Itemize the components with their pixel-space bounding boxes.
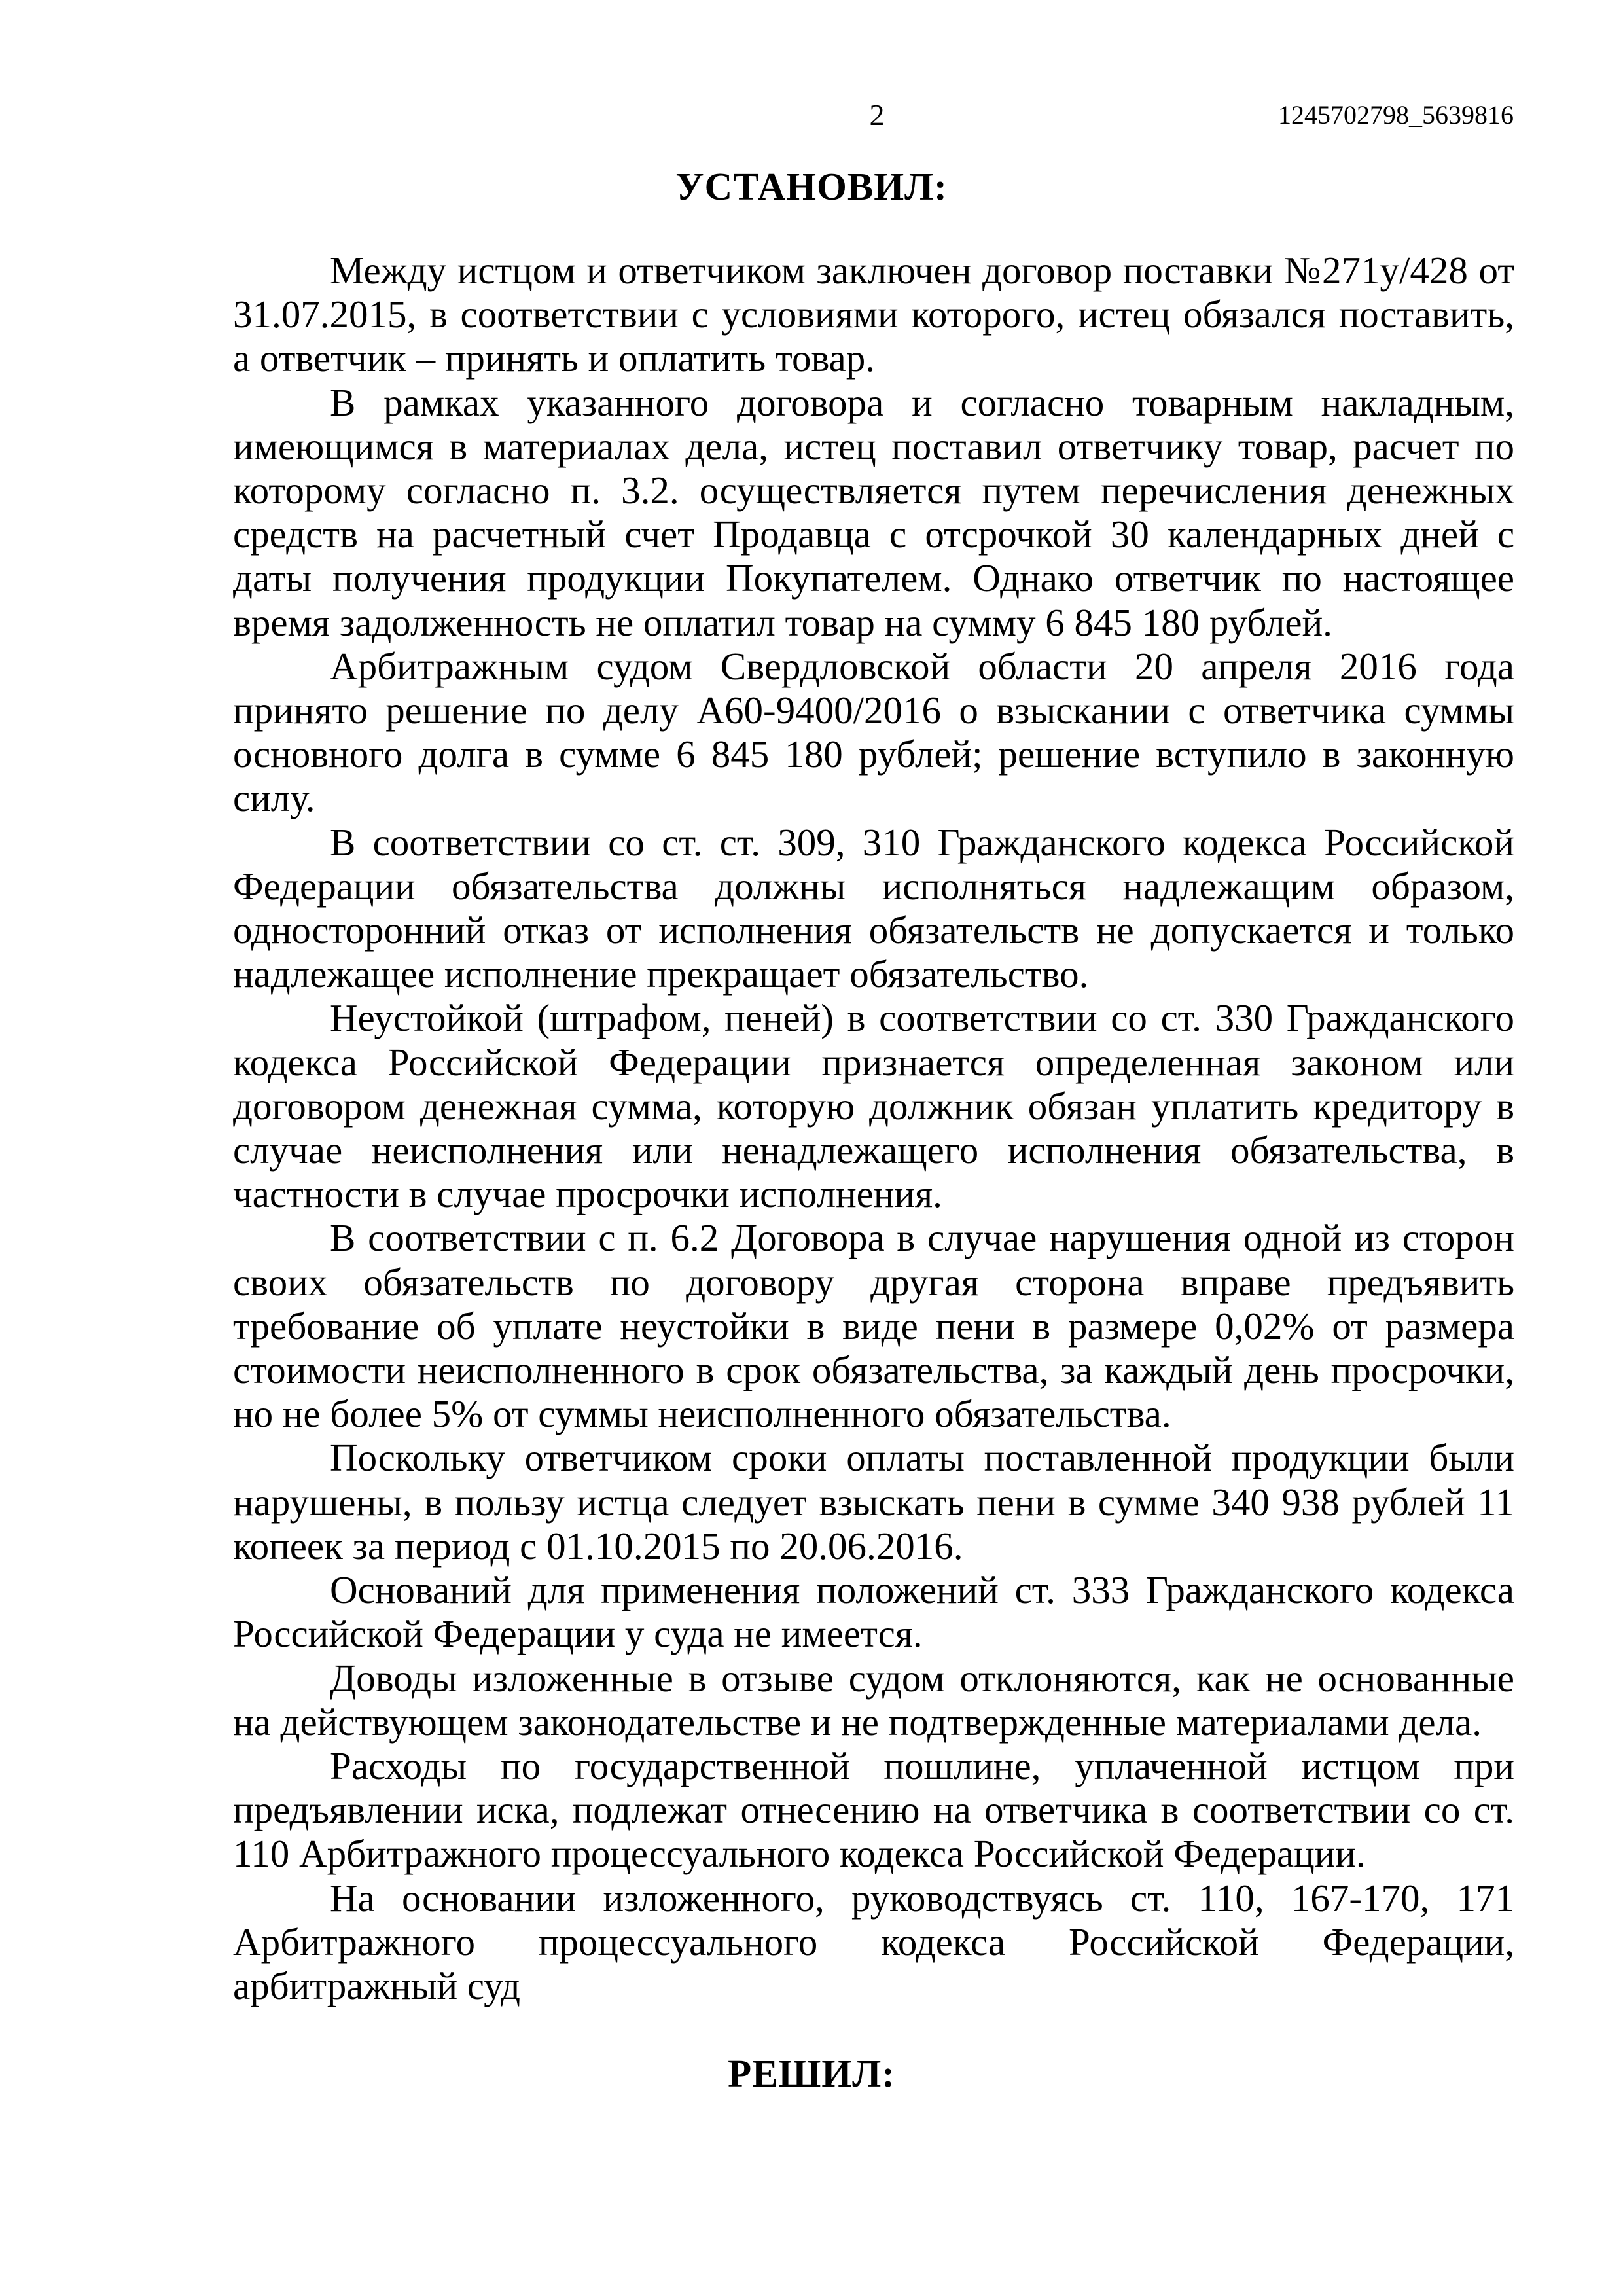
paragraph-obligations: В соответствии со ст. ст. 309, 310 Гражданского кодекса Российской Федерации обязательства должны исполняться надлежащим образом, односторонний отказ от исполнения обязательств не допускается и только надлежащее исполнение прекращает обязательство.	[233, 820, 1514, 996]
heading-decided: РЕШИЛ:	[728, 2052, 895, 2095]
paragraph-contract: Между истцом и ответчиком заключен договор поставки №271у/428 от 31.07.2015, в соответствии с условиями которого, истец обязался поставить, а ответчик – принять и оплатить товар.	[233, 249, 1514, 380]
paragraph-penalty-definition: Неустойкой (штрафом, пеней) в соответствии со ст. 330 Гражданского кодекса Российской Федерации признается определенная законом или договором денежная сумма, которую должник обязан уплатить кредитору в случае неисполнения или ненадлежащего исполнения обязательства, в частности в случае просрочки исполнения.	[233, 996, 1514, 1216]
paragraph-contract-penalty: В соответствии с п. 6.2 Договора в случае нарушения одной из сторон своих обязательств по договору другая сторона вправе предъявить требование об уплате неустойки в виде пени в размере 0,02% от размера стоимости неисполненного в срок обязательства, за каждый день просрочки, но не более 5% от суммы неисполненного обязательства.	[233, 1216, 1514, 1436]
heading-established: УСТАНОВИЛ:	[675, 165, 948, 208]
document-id: 1245702798_5639816	[1278, 100, 1514, 130]
paragraph-court-fees: Расходы по государственной пошлине, уплаченной истцом при предъявлении иска, подлежат отнесению на ответчика в соответствии со ст. 110 Арбитражного процессуального кодекса Российской Федерации.	[233, 1744, 1514, 1876]
page-number: 2	[869, 98, 885, 132]
paragraph-penalty-amount: Поскольку ответчиком сроки оплаты поставленной продукции были нарушены, в пользу истца следует взыскать пени в сумме 340 938 рублей 11 копеек за период с 01.10.2015 по 20.06.2016.	[233, 1436, 1514, 1568]
paragraph-delivery: В рамках указанного договора и согласно товарным накладным, имеющимся в материалах дела, истец поставил ответчику товар, расчет по которому согласно п. 3.2. осуществляется путем перечисления денежных средств на расчетный счет Продавца с отсрочкой 30 календарных дней с даты получения продукции Покупателем. Однако ответчик по настоящее время задолженность не оплатил товар на сумму 6 845 180 рублей.	[233, 380, 1514, 644]
paragraph-article-333: Оснований для применения положений ст. 333 Гражданского кодекса Российской Федерации у суда не имеется.	[233, 1568, 1514, 1656]
document-body	[233, 249, 1514, 2008]
paragraph-grounds: На основании изложенного, руководствуясь ст. 110, 167-170, 171 Арбитражного процессуального кодекса Российской Федерации, арбитражный суд	[233, 1876, 1514, 2007]
paragraph-prior-decision: Арбитражным судом Свердловской области 20 апреля 2016 года принято решение по делу А60-9400/2016 о взыскании с ответчика суммы основного долга в сумме 6 845 180 рублей; решение вступило в законную силу.	[233, 644, 1514, 820]
paragraph-objections: Доводы изложенные в отзыве судом отклоняются, как не основанные на действующем законодательстве и не подтвержденные материалами дела.	[233, 1656, 1514, 1744]
